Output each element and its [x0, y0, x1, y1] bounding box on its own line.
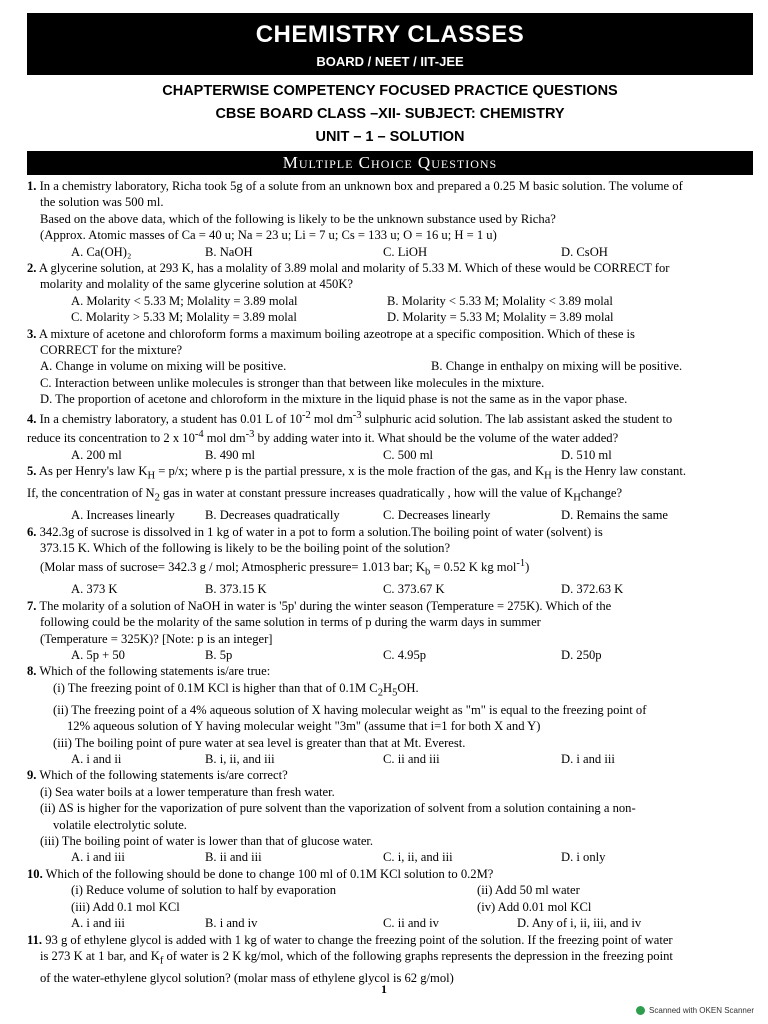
- statement-1: (i) Reduce volume of solution to half by evaporation: [71, 883, 337, 898]
- option-c: C. Molarity > 5.33 M; Molality = 3.89 molal: [71, 310, 297, 325]
- question-8: [27, 663, 753, 679]
- options-row: [27, 849, 753, 865]
- question-number: 9.: [27, 768, 37, 783]
- question-list: [27, 178, 753, 986]
- option-c: C. Interaction between unlike molecules is stronger than that between like molecules in the mixture.: [40, 375, 545, 390]
- question-text: [27, 556, 753, 581]
- option-a: A. 373 K: [71, 582, 118, 597]
- subscript: 5: [392, 687, 398, 699]
- option-d: D. 372.63 K: [561, 582, 624, 597]
- question-text: CORRECT for the mixture?: [40, 343, 183, 358]
- question-text: (Approx. Atomic masses of Ca = 40 u; Na = 23 u; Li = 7 u; Cs = 133 u; O = 16 u; H = 1 u): [40, 228, 497, 243]
- question-text: = p/x; where p is the partial pressure, x is the mole fraction of the gas, and K: [155, 464, 545, 479]
- question-text: 342.3g of sucrose is dissolved in 1 kg of water in a pot to form a solution.The boiling point of water (solvent) is: [36, 524, 603, 539]
- question-text: reduce its concentration to 2 x 10: [27, 431, 195, 446]
- question-2: [27, 260, 753, 276]
- options-row: [27, 244, 753, 260]
- scanner-watermark: [636, 1006, 754, 1015]
- superscript: -1: [516, 558, 526, 570]
- question-text: As per Henry's law K: [36, 464, 148, 479]
- question-text: following could be the molarity of the same solution in terms of p during the warm days in summer: [40, 615, 541, 630]
- option-b: B. NaOH: [205, 244, 253, 259]
- option-a: A. Ca(OH)₂: [71, 244, 132, 259]
- question-number: 1.: [27, 179, 37, 193]
- question-text: (Molar mass of sucrose= 342.3 g / mol; Atmospheric pressure= 1.013 bar; K: [40, 560, 425, 575]
- subscript: H: [573, 492, 581, 504]
- question-text: In a chemistry laboratory, a student has 0.01 L of 10: [36, 411, 303, 426]
- question-text: sulphuric acid solution. The lab assistant asked the student to: [361, 411, 673, 426]
- superscript: -2: [302, 409, 311, 421]
- superscript: -4: [194, 429, 204, 441]
- question-7: [27, 598, 753, 614]
- statement-2: (ii) ΔS is higher for the vaporization of pure solvent than the vaporization of solvent from a solution containing a non-: [40, 801, 636, 816]
- question-number: 7.: [27, 598, 37, 613]
- question-number: 10.: [27, 866, 43, 881]
- question-text: gas in water at constant pressure increases quadratically , how will the value of K: [159, 486, 574, 501]
- option-a: A. 5p + 50: [71, 648, 125, 663]
- question-1: [27, 178, 753, 194]
- option-a: A. 200 ml: [71, 447, 122, 462]
- statement-text: H: [382, 680, 393, 695]
- statement-1: [27, 680, 753, 702]
- statement-2-cont: 12% aqueous solution of Y having molecular weight "3m" (assume that i=1 for both X and Y): [67, 719, 541, 734]
- statement-text: (i) The freezing point of 0.1M KCl is higher than that of 0.1M C: [53, 680, 378, 695]
- question-text: mol dm: [310, 411, 353, 426]
- section-title: Multiple Choice Questions: [27, 151, 753, 175]
- question-text: of the water-ethylene glycol solution? (molar mass of ethylene glycol is 62 g/mol): [40, 970, 454, 985]
- option-c: C. 500 ml: [383, 447, 434, 462]
- question-5: [27, 463, 753, 485]
- question-text: In a chemistry laboratory, Richa took 5g of a solute from an unknown box and prepared a 0.25 M basic solution. The volume of: [36, 179, 683, 193]
- question-text: A glycerine solution, at 293 K, has a molality of 3.89 molal and molarity of 5.33 M. Which of these would be CORRECT for: [36, 261, 670, 276]
- option-c: C. 373.67 K: [383, 582, 445, 597]
- question-text: = 0.52 K kg mol: [430, 560, 517, 575]
- question-number: 5.: [27, 464, 37, 479]
- options-row: [27, 647, 753, 663]
- options-row: [27, 358, 753, 374]
- scanner-label: Scanned with OKEN Scanner: [649, 1006, 754, 1015]
- statement-4: (iv) Add 0.01 mol KCl: [477, 899, 592, 914]
- question-text: is the Henry law constant.: [551, 464, 687, 479]
- question-text: Which of the following should be done to change 100 ml of 0.1M KCl solution to 0.2M?: [42, 866, 494, 881]
- subheadings: [27, 80, 753, 149]
- question-text: If, the concentration of N: [27, 486, 155, 501]
- statement-3: (iii) The boiling point of water is lower than that of glucose water.: [40, 834, 374, 849]
- option-d: D. Molarity = 5.33 M; Molality = 3.89 molal: [387, 310, 614, 325]
- statement-2-cont: volatile electrolytic solute.: [53, 817, 187, 832]
- question-text: ): [525, 560, 530, 575]
- subscript: 2: [154, 492, 160, 504]
- question-number: 11.: [27, 932, 43, 947]
- question-text: The molarity of a solution of NaOH in water is '5p' during the winter season (Temperature = 275K). Which of the: [36, 598, 612, 613]
- options-row: [27, 915, 753, 931]
- question-9: [27, 767, 753, 783]
- question-text: [27, 948, 753, 970]
- subheading-line: CHAPTERWISE COMPETENCY FOCUSED PRACTICE QUESTIONS: [162, 83, 618, 99]
- option-b: B. Molarity < 5.33 M; Molality < 3.89 molal: [387, 293, 613, 308]
- options-row: [27, 293, 753, 309]
- question-10: [27, 866, 753, 882]
- question-number: 2.: [27, 261, 37, 276]
- subscript: b: [424, 567, 431, 579]
- option-d: D. Any of i, ii, iii, and iv: [517, 916, 642, 931]
- option-c: C. i, ii, and iii: [383, 850, 453, 865]
- options-row: [27, 309, 753, 325]
- question-4: [27, 408, 753, 428]
- question-number: 6.: [27, 524, 37, 539]
- statement-text: OH.: [397, 680, 419, 695]
- question-text: Based on the above data, which of the following is likely to be the unknown substance used by Richa?: [40, 211, 556, 226]
- options-row: [27, 507, 753, 523]
- question-text: Which of the following statements is/are true:: [36, 664, 271, 679]
- option-a: A. Increases linearly: [71, 508, 175, 523]
- option-d: D. Remains the same: [561, 508, 669, 523]
- option-a: A. i and ii: [71, 752, 122, 767]
- option-a: A. i and iii: [71, 916, 125, 931]
- option-d: D. 510 ml: [561, 447, 612, 462]
- option-a: A. i and iii: [71, 850, 125, 865]
- question-number: 4.: [27, 411, 37, 426]
- question-text: change?: [580, 486, 623, 501]
- page-header: [27, 13, 753, 75]
- option-b: B. i and iv: [205, 916, 258, 931]
- option-c: C. Decreases linearly: [383, 508, 491, 523]
- question-number: 3.: [27, 326, 37, 341]
- question-text: [27, 485, 753, 507]
- subscript: H: [147, 470, 156, 482]
- option-c: C. LiOH: [383, 244, 428, 259]
- question-text: the solution was 500 ml.: [40, 195, 164, 210]
- subheading-line: CBSE BOARD CLASS –XII- SUBJECT: CHEMISTRY: [215, 106, 565, 122]
- statement-1: (i) Sea water boils at a lower temperature than fresh water.: [40, 784, 335, 799]
- options-row: [27, 751, 753, 767]
- option-d: D. The proportion of acetone and chloroform in the mixture in the liquid phase is not the same as in the vapor phase.: [40, 392, 628, 407]
- question-text: is 273 K at 1 bar, and K: [40, 948, 160, 963]
- superscript: -3: [352, 409, 362, 421]
- question-text: of water is 2 K kg/mol, which of the following graphs represents the depression in the freezing point: [163, 948, 673, 963]
- scanner-logo-icon: [636, 1006, 645, 1015]
- option-d: D. 250p: [561, 648, 602, 663]
- statement-3: (iii) Add 0.1 mol KCl: [71, 899, 180, 914]
- option-d: D. i and iii: [561, 752, 615, 767]
- subscript: H: [544, 470, 552, 482]
- subscript: 2: [377, 687, 383, 699]
- question-text: [27, 427, 753, 447]
- option-d: D. i only: [561, 850, 606, 865]
- statement-3: (iii) The boiling point of pure water at sea level is greater than that at Mt. Everest.: [53, 735, 466, 750]
- option-b: B. Change in enthalpy on mixing will be positive.: [431, 359, 683, 374]
- option-a: A. Molarity < 5.33 M; Molality = 3.89 molal: [71, 293, 298, 308]
- header-title: CHEMISTRY CLASSES: [255, 21, 525, 48]
- option-d: D. CsOH: [561, 244, 608, 259]
- options-row: [27, 447, 753, 463]
- question-3: [27, 326, 753, 342]
- question-text: molarity and molality of the same glycerine solution at 450K?: [40, 277, 354, 292]
- header-subtitle: BOARD / NEET / IIT-JEE: [316, 54, 464, 69]
- question-6: [27, 524, 753, 540]
- option-c: C. ii and iv: [383, 916, 439, 931]
- option-b: B. 490 ml: [205, 447, 256, 462]
- option-b: B. 373.15 K: [205, 582, 267, 597]
- question-text: by adding water into it. What should be the volume of the water added?: [254, 431, 619, 446]
- option-b: B. 5p: [205, 648, 233, 663]
- statements-row: [27, 882, 753, 898]
- question-text: mol dm: [203, 431, 246, 446]
- question-text: (Temperature = 325K)? [Note: p is an integer]: [40, 631, 273, 646]
- question-11: [27, 932, 753, 948]
- options-row: [27, 581, 753, 597]
- statements-row: [27, 899, 753, 915]
- option-c: C. ii and iii: [383, 752, 440, 767]
- question-text: Which of the following statements is/are correct?: [36, 768, 288, 783]
- option-b: B. Decreases quadratically: [205, 508, 340, 523]
- question-text: A mixture of acetone and chloroform forms a maximum boiling azeotrope at a specific composition. Which of these is: [36, 326, 635, 341]
- subheading-line: UNIT – 1 – SOLUTION: [315, 129, 465, 145]
- superscript: -3: [245, 429, 255, 441]
- option-a: A. Change in volume on mixing will be positive.: [40, 359, 287, 374]
- option-b: B. i, ii, and iii: [205, 752, 275, 767]
- statement-2: (ii) Add 50 ml water: [477, 883, 580, 898]
- subscript: f: [159, 955, 164, 967]
- page-number: 1: [381, 982, 387, 996]
- option-b: B. ii and iii: [205, 850, 262, 865]
- question-text: 93 g of ethylene glycol is added with 1 kg of water to change the freezing point of the solution. If the freezing point of water: [42, 932, 673, 947]
- question-number: 8.: [27, 664, 37, 679]
- statement-2: (ii) The freezing point of a 4% aqueous solution of X having molecular weight as "m" is equal to the freezing point of: [53, 702, 647, 717]
- option-c: C. 4.95p: [383, 648, 427, 663]
- question-text: 373.15 K. Which of the following is likely to be the boiling point of the solution?: [40, 540, 451, 555]
